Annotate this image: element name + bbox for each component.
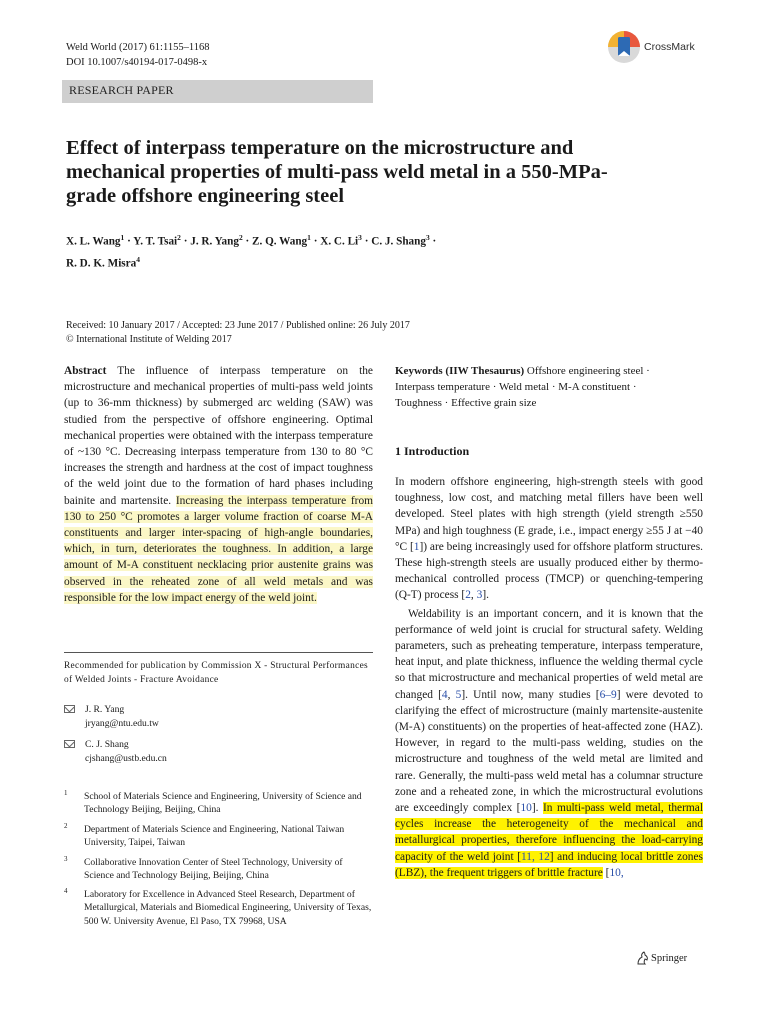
affiliation-number: 1 [64,789,68,797]
envelope-icon [64,705,75,713]
keyword-item: Weld metal [498,381,550,394]
author-name[interactable]: Z. Q. Wang [252,235,308,248]
intro-body [395,474,703,881]
intro-text: , [447,688,456,701]
author-aff: 4 [136,254,140,264]
citation-link[interactable]: 1 [413,540,420,553]
correspondent-name: C. J. Shang [85,739,129,750]
citation-link[interactable]: 10, [609,866,624,879]
correspondent-email[interactable]: jryang@ntu.edu.tw [85,717,159,729]
citation-link[interactable]: 4 [441,688,448,701]
author-aff: 1 [307,233,311,242]
recommendation-note: Recommended for publication by Commission X - Structural Performances of Welded Joints - Fracture Avoidance [64,661,368,685]
intro-text: ]. [531,802,543,815]
affiliation-number: 2 [64,822,68,830]
intro-paragraph [395,474,703,604]
crossmark-icon [606,28,642,66]
keyword-item: Offshore engineering steel [526,365,644,377]
correspondence-item [64,738,373,765]
publisher-name: Springer [651,952,688,964]
affiliation-number: 3 [64,855,68,863]
correspondent-name: J. R. Yang [85,704,125,715]
keyword-item: Toughness [395,397,442,410]
citation-link[interactable]: 10 [520,802,532,815]
crossmark-label: CrossMark [644,41,695,53]
keyword-item: M-A constituent [558,381,631,394]
author-aff: 3 [425,233,430,242]
intro-highlight-text: In multi-pass weld metal, thermal cycles increase the heterogeneity of the mechanical and metallurgical properties, therefore influencing the load-carrying capacity of the weld joint [ [395,802,703,863]
author-aff: 2 [238,233,243,242]
author-name[interactable]: Y. T. Tsai [133,235,178,248]
affiliation-text: Collaborative Innovation Center of Steel Technology, University of Science and Technology Beijing, Beijing, China [84,857,343,882]
affiliation-text: Department of Materials Science and Engineering, National Taiwan University, Taipei, Taiwan [84,824,345,849]
crossmark-badge[interactable] [606,28,695,66]
abstract-text: The influence of interpass temperature on the microstructure and mechanical properties of multi-pass weld joints (up to 36-mm thickness) by submerged arc welding (SAW) was studied from the perspective of offshore engineering. Optimal mechanical properties were obtained with the interpass temperature of ~130 °C. Decreasing interpass temperature from 130 to 80 °C increases the strength and hardness at the cost of impact toughness of the weld joint due to the formation of hard phases including bainite and martensite. [64,365,373,507]
affiliation-item [64,856,374,883]
intro-highlight-text: ] and inducing local brittle zones (LBZ), the frequent triggers of brittle fracture [395,850,703,879]
abstract [64,363,373,606]
author-aff: 1 [120,233,125,242]
affiliation-number: 4 [64,887,68,895]
author-name[interactable]: X. C. Li [320,235,359,248]
affiliation-item [64,888,374,928]
intro-text: Weldability is an important concern, and it is known that the performance of weld joint is crucial for structural safety. Welding parameters, such as preheating temperature, interpass temperature, heat input, and plate thickness, influence the welding thermal cycle so that microstructure and mechanical properties of weld metal are changed [ [395,607,703,701]
keywords-heading: Keywords (IIW Thesaurus) [395,365,525,377]
envelope-icon [64,740,75,748]
citation-link[interactable]: 6–9 [599,688,617,701]
article-type-label: RESEARCH PAPER [69,83,174,97]
publication-dates [66,319,466,347]
citation-link[interactable]: 3 [476,589,483,602]
affiliation-text: Laboratory for Excellence in Advanced Steel Research, Department of Metallurgical, Materials and Biomedical Engineering, University of Texas, 500 W. University Avenue, El Paso, TX 79968, USA [84,889,372,927]
intro-text: In modern offshore engineering, high-strength steels with good toughness, low cost, and matching metal fillers have been well developed. Steel plates with high strength (yield strength ≥550 MPa) and high toughness (E grade, i.e., impact energy ≥55 J at −40 °C [ [395,476,703,553]
citation-link[interactable]: 11, 12 [521,850,550,863]
affiliation-item [64,790,374,817]
dates-line: Received: 10 January 2017 / Accepted: 23 June 2017 / Published online: 26 July 2017 [66,320,410,331]
intro-text: ]) are being increasingly used for offshore platform structures. These high-strength steels are usually produced either by thermo-mechanical controlled process (TMCP) or quenching-tempering (Q-T) process [ [395,540,704,602]
keywords: Keywords (IIW Thesaurus) Offshore engineering steel · Interpass temperature · Weld metal · M-A constituent · Toughness · Effective grain size [395,365,650,410]
affiliation-item [64,823,374,850]
citation-link[interactable]: 2 [465,589,471,602]
intro-text: , [470,589,477,602]
author-list: X. L. Wang$^1$ · Y. T. Tsai$^2$ · J. R. Yang$^2$ · Z. Q. Wang$^1$ · X. C. $Li^3 \cdot C$. J. Shang$^3$ · R. D. K. Misra$^4$ [66,233,437,270]
springer-horse-icon [636,951,649,965]
article-type-banner [62,80,373,103]
citation-link[interactable]: 5 [455,688,462,701]
publisher-logo [636,951,687,965]
journal-citation: Weld World (2017) 61:1155–1168 [66,42,210,53]
author-name[interactable]: X. L. Wang [66,235,121,248]
copyright-line: © International Institute of Welding 2017 [66,334,232,345]
intro-text: ] were devoted to clarifying the effect of microstructure (mainly martensite-austenite (M-A) constituents) on the properties of heat-affected zone (HAZ). However, in regard to the multi-pass welding, studies on the microstructure and toughness of the weld metal are limited and rare. Generally, the multi-pass weld metal has a columnar structure zone and a reheated zone, in which the microstructural evolutions are exceedingly complex [ [395,688,704,815]
section-heading: 1 Introduction [395,444,470,458]
abstract-highlight: Increasing the interpass temperature from 130 to 250 °C promotes a larger volume fraction of coarse M-A constituents and larger inter-spacing of high-angle boundaries, which, in turn, deteriorates the toughness. In addition, a large amount of M-A constituent necklacing prior austenite grains was observed in the reheated zone of all weld metals and was responsible for the low impact energy of the weld joint. [64,494,373,604]
author-name[interactable]: J. R. Yang [190,235,239,248]
author-name[interactable]: R. D. K. Misra [66,257,137,270]
keyword-item: Interpass temperature [395,381,490,394]
keyword-item: Effective grain size [451,397,537,410]
intro-text: ]. Until now, many studies [ [461,688,600,701]
author-aff: 3 [358,233,362,242]
correspondence-item [64,703,373,730]
correspondent-email[interactable]: cjshang@ustb.edu.cn [85,752,167,764]
abstract-heading: Abstract [64,365,107,377]
doi-line[interactable]: DOI 10.1007/s40194-017-0498-x [66,57,208,68]
intro-text: ]. [482,589,489,602]
intro-paragraph [395,606,703,881]
affiliation-text: School of Materials Science and Engineering, University of Science and Technology Beijing, Beijing, China [84,791,362,816]
intro-text: [ [602,866,610,879]
author-name[interactable]: C. J. Shang [371,235,426,248]
paper-title: Effect of interpass temperature on the microstructure and mechanical properties of multi-pass weld metal in a 550-MPa-grade offshore engineering steel [66,137,608,207]
divider [64,652,373,653]
author-aff: 2 [177,233,181,242]
